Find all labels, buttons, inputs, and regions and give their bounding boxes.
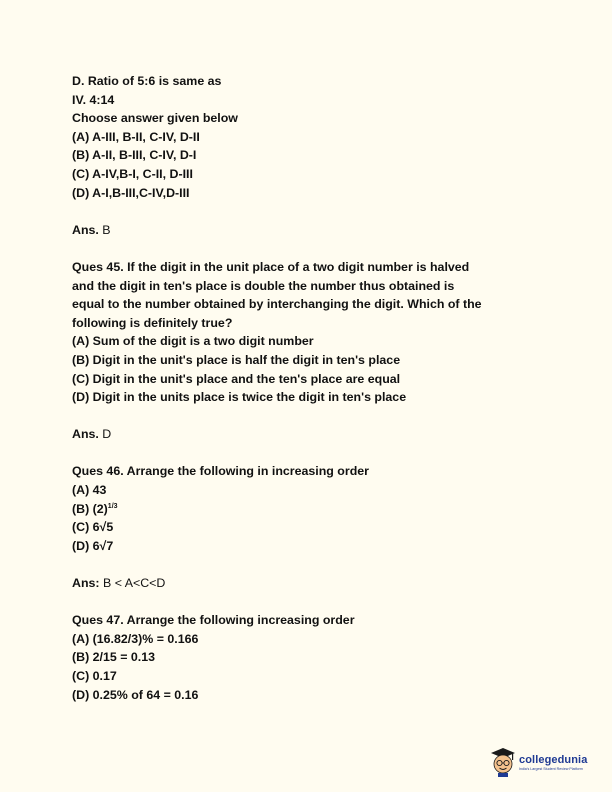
answer-label: Ans.: [72, 427, 99, 442]
question-text: and the digit in ten's place is double the number thus obtained is: [72, 278, 455, 293]
logo-name: collegedunia: [519, 753, 588, 766]
option-line: (B) A-II, B-III, C-IV, D-I: [72, 148, 197, 163]
option-line: (D) 0.25% of 64 = 0.16: [72, 687, 199, 702]
question-text: Ques 45. If the digit in the unit place of a two digit number is halved: [72, 259, 470, 274]
option-line: (A) Sum of the digit is a two digit number: [72, 334, 314, 349]
answer-line: [72, 425, 542, 444]
option-line: (A) A-III, B-II, C-IV, D-II: [72, 129, 200, 144]
text-line: D. Ratio of 5:6 is same as: [72, 74, 222, 88]
answer-label: Ans:: [72, 576, 100, 591]
option-exponent: 1/3: [107, 502, 118, 510]
question-text: Ques 46. Arrange the following in increasing order: [72, 464, 369, 479]
mascot-icon: [490, 747, 516, 777]
answer-line: [72, 221, 542, 240]
text-line: Choose answer given below: [72, 111, 238, 126]
option-line: (C) A-IV,B-I, C-II, D-III: [72, 166, 193, 181]
document-page: [72, 72, 542, 704]
answer-value: B: [98, 222, 111, 237]
answer-value: D: [98, 427, 112, 442]
option-line: (D) Digit in the units place is twice the digit in ten's place: [72, 390, 407, 405]
option-line: (B) 2/15 = 0.13: [72, 650, 155, 665]
question-text: equal to the number obtained by interchanging the digit. Which of the: [72, 297, 482, 312]
logo-text: [519, 754, 587, 771]
answer-line: [72, 574, 542, 593]
option-line: (A) (16.82/3)% = 0.166: [72, 631, 199, 646]
option-line: (D) 6√7: [72, 538, 114, 553]
logo-tagline: India's Largest Student Review Platform: [519, 766, 583, 771]
option-line: (C) 6√5: [72, 520, 114, 535]
question-text: Ques 47. Arrange the following increasing order: [72, 613, 355, 628]
question-text: following is definitely true?: [72, 315, 233, 330]
option-line: (A) 43: [72, 483, 107, 498]
question-47: [72, 611, 542, 704]
collegedunia-logo: [490, 745, 600, 779]
option-base: (B) (2): [72, 501, 108, 516]
question-45: [72, 258, 542, 444]
answer-value: B < A<C<D: [99, 576, 166, 591]
option-line: (D) A-I,B-III,C-IV,D-III: [72, 185, 190, 200]
option-line: (C) 0.17: [72, 669, 117, 683]
question-44-continued: [72, 72, 542, 239]
text-line: IV. 4:14: [72, 92, 115, 107]
answer-label: Ans.: [72, 222, 99, 237]
question-46: [72, 462, 542, 592]
option-line: (B) Digit in the unit's place is half the digit in ten's place: [72, 352, 401, 367]
option-line: (C) Digit in the unit's place and the ten's place are equal: [72, 371, 401, 386]
option-line: [72, 500, 542, 519]
